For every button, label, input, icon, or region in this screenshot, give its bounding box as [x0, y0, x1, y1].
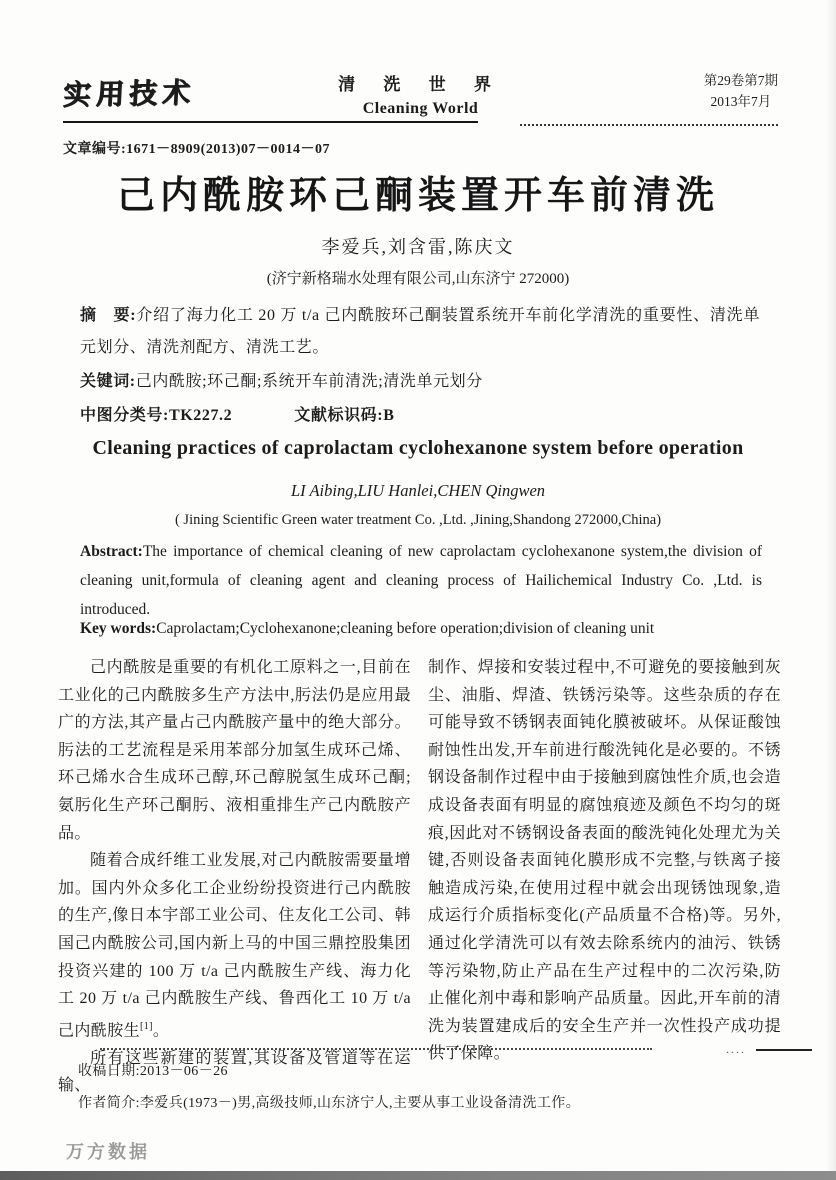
scan-bottom-bar: [0, 1171, 836, 1180]
affiliation: (济宁新格瑞水处理有限公司,山东济宁 272000): [266, 271, 570, 287]
cn-abstract: [80, 300, 760, 364]
left-column: [58, 654, 411, 1100]
issue-info: [704, 70, 778, 112]
body-paragraph-2-end: 。: [152, 1022, 170, 1040]
scan-edge-shade: [826, 0, 836, 1180]
issue-date: 2013年7月: [710, 94, 772, 109]
reference-mark: [1]: [140, 1020, 153, 1032]
cn-abstract-section: [80, 300, 760, 432]
doc-code-value: B: [383, 407, 395, 424]
paper-title: 己内酰胺环己酮装置开车前清洗: [116, 173, 719, 217]
clc-label: 中图分类号:: [80, 407, 169, 424]
footnote-rule-solid: [756, 1049, 812, 1051]
clc-value: TK227.2: [168, 407, 233, 424]
journal-title-block: [338, 70, 503, 118]
en-abstract-label: Abstract:: [80, 543, 143, 560]
en-abstract-text: The importance of chemical cleaning of new caprolactam cyclohexanone system,the division of cleaning unit,formula of cleaning agent and cleaning process of Hailichemical Industry Co. ,Ltd. is introduced.: [80, 543, 762, 618]
cn-keywords: [80, 366, 760, 398]
footnote-rule-dotted: [100, 1048, 652, 1050]
en-keywords-label: Key words:: [80, 620, 157, 637]
cn-abstract-label: 摘 要:: [80, 307, 137, 324]
journal-logo: 实用技术: [61, 75, 196, 112]
journal-header: [63, 70, 778, 122]
en-affiliation: ( Jining Scientific Green water treatment Co. ,Ltd. ,Jining,Shandong 272000,China): [174, 512, 662, 528]
body-paragraph-1: 己内酰胺是重要的有机化工原料之一,目前在工业化的己内酰胺多生产方法中,肟法仍是应用最广的方法,其产量占己内酰胺产量中的绝大部分。肟法的工艺流程是采用苯部分加氢生成环己烯、环己烯水合生成环己醇,环己醇脱氢生成环己酮;氨肟化生产环己酮肟、液相重排生产己内酰胺产品。: [58, 659, 411, 842]
en-keywords-text: Caprolactam;Cyclohexanone;cleaning before operation;division of cleaning unit: [156, 620, 655, 637]
en-abstract: [80, 537, 762, 624]
en-title: Cleaning practices of caprolactam cyclohexanone system before operation: [92, 437, 744, 459]
cn-keywords-label: 关键词:: [80, 373, 136, 390]
body-columns: [58, 654, 782, 1100]
body-paragraph-4: 制作、焊接和安装过程中,不可避免的要接触到灰尘、油脂、焊渣、铁锈污染等。这些杂质的存在可能导致不锈钢表面钝化膜被破坏。从保证酸蚀耐蚀性出发,开车前进行酸洗钝化是必要的。不锈钢设备制作过程中由于接触到腐蚀性介质,也会造成设备表面有明显的腐蚀痕迹及颜色不均匀的斑痕,因此对不锈钢设备表面的酸洗钝化处理尤为关键,否则设备表面钝化膜形成不完整,与铁离子接触造成污染,在使用过程中就会出现锈蚀现象,造成运行介质指标变化(产品质量不合格)等。另外,通过化学清洗可以有效去除系统内的油污、铁锈等污染物,防止产品在生产过程中的二次污染,防止催化剂中毒和影响产品质量。因此,开车前的清洗为装置建成后的安全生产并一次性投产成功提供了保障。: [428, 659, 781, 1063]
body-paragraph-2-text: 随着合成纤维工业发展,对己内酰胺需要量增加。国内外众多化工企业纷纷投资进行己内酰胺的生产,像日本宇部工业公司、住友化工公司、韩国己内酰胺公司,国内新上马的中国三鼎控股集团投资兴建的 100 万 t/a 己内酰胺生产线、海力化工 20 万 t/a 己内酰胺生产线、鲁西化工 10 万 t/a 己内酰胺生: [58, 852, 411, 1040]
right-column: [428, 654, 781, 1100]
journal-title-en: Cleaning World: [362, 100, 479, 117]
header-rule-dotted: [520, 124, 778, 126]
doc-code-label: 文献标识码:: [294, 407, 384, 424]
author-bio: 作者简介:李爱兵(1973－)男,高级技师,山东济宁人,主要从事工业设备清洗工作。: [78, 1096, 581, 1111]
header-rule-solid: [63, 121, 478, 123]
en-keywords: [80, 620, 762, 638]
footnote-dots: ....: [726, 1042, 746, 1056]
journal-title-cn: 清 洗 世 界: [338, 75, 503, 94]
received-date: 收稿日期:2013－06－26: [78, 1064, 228, 1079]
body-paragraph-2: [58, 847, 411, 1044]
en-authors: LI Aibing,LIU Hanlei,CHEN Qingwen: [290, 481, 546, 500]
wanfang-watermark: 万方数据: [66, 1142, 150, 1163]
article-number: 文章编号:1671－8909(2013)07－0014－07: [63, 142, 330, 157]
cn-keywords-text: 己内酰胺;环己酮;系统开车前清洗;清洗单元划分: [135, 373, 483, 390]
body-paragraph-3: 所有这些新建的装置,其设备及管道等在运输、: [58, 1049, 411, 1095]
issue-volume: 第29卷第7期: [703, 73, 778, 88]
cn-abstract-text: 介绍了海力化工 20 万 t/a 己内酰胺环己酮装置系统开车前化学清洗的重要性、清洗单元划分、清洗剂配方、清洗工艺。: [80, 307, 760, 356]
cn-classification: [80, 400, 760, 432]
authors: 李爱兵,刘含雷,陈庆文: [321, 237, 515, 257]
